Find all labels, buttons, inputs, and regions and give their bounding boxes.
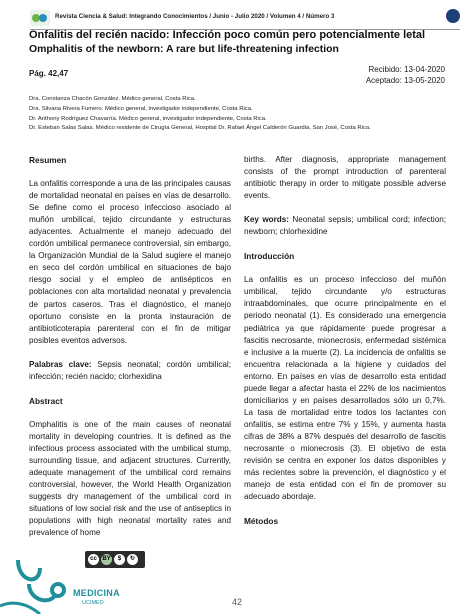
journal-badge-icon [446,9,460,23]
palabras-label: Palabras clave: [29,359,92,369]
by-icon: BY [101,554,112,565]
abstract-continued: births. After diagnosis, appropriate management consists of the prompt introduction of parenteral antibiotic therapy in order to mitigate possible adverse events. [244,155,446,201]
stethoscope-icon [0,560,72,614]
metodos-heading: Métodos [244,516,279,527]
keywords [244,214,446,238]
received-date: Recibido: 13-04-2020 [368,65,445,74]
palabras-text: Sepsis neonatal; cordón umbilical; infección; recién nacido; clorhexidina [29,359,231,381]
author-line: Dra. Silvana Rivera Fumero. Médico general, investigador independiente, Costa Rica. [29,105,253,112]
intro-text: La onfalitis es un proceso infeccioso del muñón umbilical, tejido circundante y/o estructuras intraabdominales, que ocurre principalmente en el periodo neonatal (1). Es considerado una emergencia pediátrica ya que rápidamente puede progresar a fascitis necrosante, mionecrosis, enfermedad sistémica e inclusive a la muerte (2). La incidencia de onfalitis se encuentra relacionada a la higiene y cuidados del entorno. En países en vías de desarrollo esta entidad puede llegar a afectar hasta el 22% de los nacimientos domiciliarios y en países desarrollados sólo un 0,7%. La tasa de mortalidad entre todos los lactantes con onfalitis, se estima entre 7% y 15%, y aumenta hasta cifras de 38% a 87% después del desarrollo de fascitis necrosante o mionecrosis (3). El objetivo de esta revisión se centra en exponer los datos disponibles y más recientes sobre la prevención, el diagnóstico y el manejo de esta entidad con el fin de promover su adecuado abordaje. [244,275,446,502]
left-column [29,154,231,539]
palabras-clave [29,359,231,383]
nc-icon: $ [114,554,125,565]
abstract-text: Omphalitis is one of the main causes of neonatal mortality in developing countries. It is defined as the infectious process associated with the umbilical stump, surrounding tissue, and adjacent structures. Currently, adequate management of the umbilical cord remains controversial, however, the World Health Organization suggests dry management of the umbilical cord in situations of low social risk and the use of antiseptics in populations with high neonatal mortality rates and prevalence of home [29,419,231,538]
abstract-heading: Abstract [29,395,63,406]
brand-name: MEDICINA [73,588,120,598]
journal-logo-icon [30,10,50,26]
resumen-heading: Resumen [29,155,67,165]
page-range: Pág. 42,47 [29,69,69,78]
page-number: 42 [232,597,243,607]
article-title-es: Onfalitis del recién nacido: Infección poco común pero potencialmente letal [29,29,426,41]
intro-heading: Introducción [244,251,295,262]
author-line: Dr. Anthony Rodríguez Chavarría. Médico general, investigador independiente, Costa Rica. [29,115,267,122]
cc-icon: cc [88,554,99,565]
keywords-text: Neonatal sepsis; umbilical cord; infection; newborn; chlorhexidine [244,215,446,237]
author-line: Dr. Esteban Salas Salas. Médico residente de Cirugía General, Hospital Dr. Rafael Ángel Calderón Guardia, San José, Costa Rica. [29,125,371,132]
right-column [244,154,446,527]
author-line: Dra. Constanza Chacón González. Médico general, Costa Rica. [29,96,196,102]
resumen-text: La onfalitis corresponde a una de las principales causas de mortalidad neonatal en países en vías de desarrollo. Se define como el proceso infeccioso asociado al muñón umbilical, tejido circundante y estructuras adyacentes. Actualmente el manejo adecuado del cordón umbilical permanece controversial, sin embargo, la Organización Mundial de la Salud sugiere el manejo en seco del cordón umbilical en situaciones de bajo riesgo social y el empleo de antisépticos en poblaciones con alta mortalidad neonatal y prevalencia de partos caseros. Tras el diagnóstico, el manejo oportuno consiste en la pronta instauración de antibioticoterapia parenteral con el fin de mitigar posibles eventos adversos. [29,179,231,345]
keywords-label: Key words: [244,215,289,225]
accepted-date: Aceptado: 13-05-2020 [365,75,445,85]
cc-license-badge[interactable] [85,551,145,568]
submission-dates [366,65,445,86]
article-title-en: Omphalitis of the newborn: A rare but life-threatening infection [29,44,339,55]
author-list [29,95,371,134]
sa-icon: ↻ [127,554,138,565]
journal-line: Revista Ciencia & Salud: Integrando Conocimientos / Junio - Julio 2020 / Volumen 4 / Número 3 [55,13,335,20]
brand-subtitle: UCIMED [82,600,104,606]
